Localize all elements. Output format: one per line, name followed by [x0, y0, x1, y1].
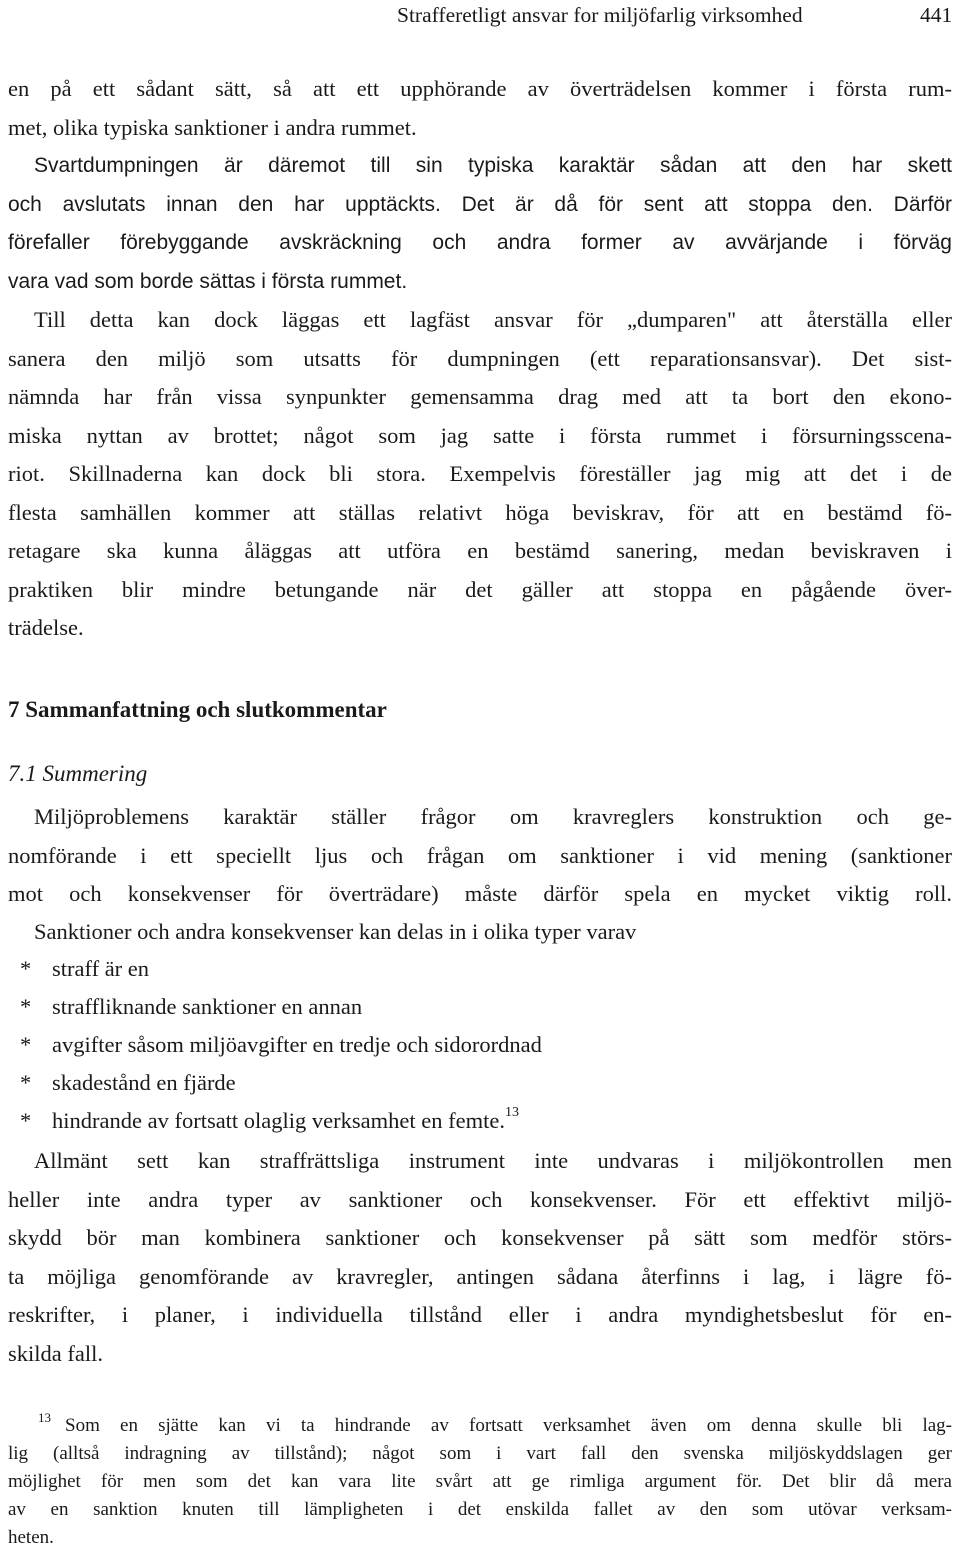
text-line: praktiken blir mindre betungande när det gäller att stoppa en pågående över- — [8, 576, 952, 602]
asterisk-bullet: * — [20, 1108, 32, 1133]
text-line: miska nyttan av brottet; något som jag satte i första rummet i försurningsscena- — [8, 422, 952, 448]
text-line: Sanktioner och andra konsekvenser kan delas in i olika typer varav — [34, 919, 637, 944]
list-item-text — [52, 1102, 519, 1144]
text-line: och avslutats innan den har upptäckts. Det är då för sent att stoppa den. Därför — [8, 192, 952, 216]
text-line: heller inte andra typer av sanktioner och konsekvenser. För ett effektivt miljö- — [8, 1186, 952, 1212]
footnote-line: möjlighet för men som det kan vara lite svårt att ge rimliga argument för. Det blir då mera — [8, 1471, 952, 1492]
text-line: retagare ska kunna åläggas att utföra en bestämd sanering, medan beviskraven i — [8, 538, 952, 563]
text-line: vara vad som borde sättas i första rummet. — [8, 269, 408, 293]
text-line: trädelse. — [8, 615, 84, 640]
text-line: ta möjliga genomförande av kravregler, antingen sådana återfinns i lag, i lägre fö- — [8, 1263, 952, 1289]
text-line: reskrifter, i planer, i individuella tillstånd eller i andra myndighetsbeslut för en- — [8, 1302, 952, 1327]
footnote-line: av en sanktion knuten till lämpligheten i det enskilda fallet av den som utövar verksam- — [8, 1499, 952, 1520]
text-line: met, olika typiska sanktioner i andra rummet. — [8, 114, 417, 140]
paragraph-5 — [8, 913, 952, 952]
footnote-reference[interactable]: 13 — [504, 1105, 519, 1120]
footnote-line: heten. — [8, 1527, 54, 1548]
running-title: Strafferetligt ansvar for miljöfarlig virksomhed — [397, 3, 803, 27]
page-number: 441 — [920, 3, 953, 27]
footnote-line — [8, 1412, 952, 1440]
text-line: Till detta kan dock läggas ett lagfäst ansvar för „dumparen" att återställa eller — [34, 307, 952, 332]
list-item-text: straff är en — [52, 956, 150, 981]
running-header — [0, 0, 960, 40]
text-line: sanera den miljö som utsatts för dumpningen (ett reparationsansvar). Det sist- — [8, 345, 952, 371]
section-heading: 7 Sammanfattning och slutkommentar — [8, 697, 387, 722]
paragraph-6 — [8, 1142, 952, 1373]
paragraph-1 — [8, 70, 952, 147]
list-item-text: skadestånd en fjärde — [52, 1070, 236, 1095]
list-item-text: straffliknande sanktioner en annan — [52, 994, 363, 1019]
text-line: nomförande i ett speciellt ljus och frågan om sanktioner i vid mening (sanktioner — [8, 842, 952, 868]
asterisk-bullet: * — [20, 1070, 32, 1095]
text-line: skydd bör man kombinera sanktioner och konsekvenser på sätt som medför störs- — [8, 1225, 952, 1250]
text-line: flesta samhällen kommer att ställas relativt höga beviskrav, för att en bestämd fö- — [8, 499, 952, 525]
text-line: riot. Skillnaderna kan dock bli stora. Exempelvis föreställer jag mig att det i de — [8, 461, 952, 486]
text-line: nämnda har från vissa synpunkter gemensamma drag med att ta bort den ekono- — [8, 384, 952, 409]
footnote-text: Som en sjätte kan vi ta hindrande av fortsatt verksamhet även om denna skulle bli lag- — [65, 1415, 952, 1436]
list-item-text: avgifter såsom miljöavgifter en tredje och sidorordnad — [52, 1032, 542, 1057]
paragraph-3 — [8, 301, 952, 648]
paragraph-4 — [8, 798, 952, 914]
paragraph-2 — [8, 147, 952, 301]
footnote-number: 13 — [38, 1412, 51, 1425]
list-item-text-part: hindrande av fortsatt olaglig verksamhet en femte. — [52, 1108, 505, 1133]
text-line: mot och konsekvenser för överträdare) måste därför spela en mycket viktig roll. — [8, 881, 952, 906]
asterisk-bullet: * — [20, 956, 32, 981]
asterisk-bullet: * — [20, 994, 32, 1019]
text-line: Miljöproblemens karaktär ställer frågor om kravreglers konstruktion och ge- — [34, 804, 952, 829]
footnote-line: lig (alltså indragning av tillstånd); något som i vart fall den svenska miljöskyddslagen ger — [8, 1443, 952, 1464]
text-line: förefaller förebyggande avskräckning och andra former av avvärjande i förväg — [8, 231, 952, 254]
subsection-heading: 7.1 Summering — [8, 761, 148, 786]
text-line: en på ett sådant sätt, så att ett upphörande av överträdelsen kommer i första rum- — [8, 76, 952, 101]
text-line: Allmänt sett kan straffrättsliga instrument inte undvaras i miljökontrollen men — [34, 1148, 952, 1173]
footnote — [8, 1412, 952, 1552]
text-line: Svartdumpningen är däremot till sin typiska karaktär sådan att den har skett — [34, 154, 952, 177]
asterisk-bullet: * — [20, 1032, 32, 1057]
text-line: skilda fall. — [8, 1340, 103, 1366]
